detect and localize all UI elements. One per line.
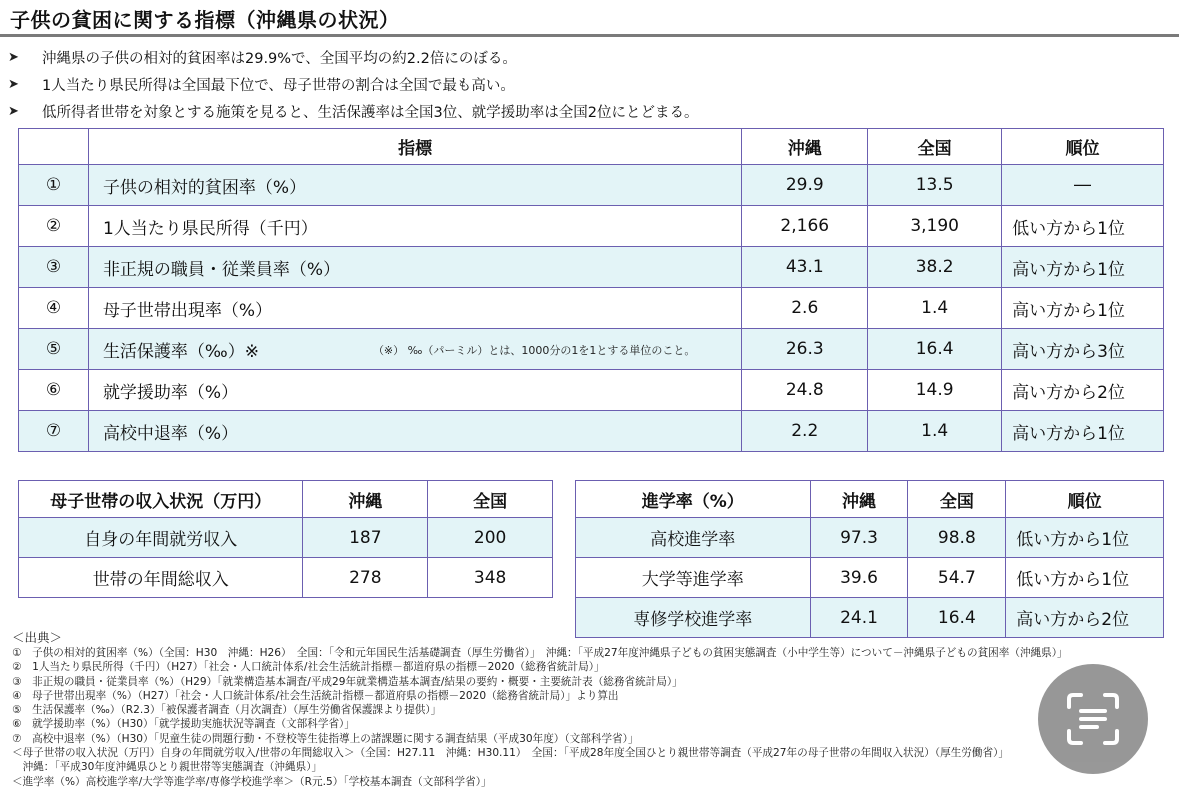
- header-rank: 順位: [1006, 481, 1164, 518]
- indicator-label: 1人当たり県民所得（千円）: [102, 218, 318, 239]
- table-row: [19, 247, 1164, 288]
- bullet-item: [8, 71, 698, 98]
- source-line: ④ 母子世帯出現率（%）（H27）「社会・人口統計体系/社会生活統計指標－都道府県の指標－2020（総務省統計局）」より算出: [12, 689, 619, 702]
- header-national: 全国: [428, 481, 553, 518]
- source-line: ② 1人当たり県民所得（千円）（H27）「社会・人口統計体系/社会生活統計指標－都道府県の指標－2020（総務省統計局）」: [12, 661, 605, 674]
- table-row: [19, 370, 1164, 411]
- advance-label: 専修学校進学率: [576, 598, 811, 638]
- arrow-bullet-icon: ➤: [8, 104, 19, 119]
- okinawa-value: 278: [303, 558, 428, 598]
- title-divider: [0, 34, 1179, 37]
- national-value: 1.4: [868, 288, 1002, 329]
- text-scan-icon: [1065, 691, 1121, 747]
- national-value: 3,190: [868, 206, 1002, 247]
- row-number: ⑥: [19, 370, 89, 411]
- national-value: 1.4: [868, 411, 1002, 452]
- header-no: [19, 129, 89, 165]
- indicator-label: 高校中退率（%）: [102, 423, 239, 444]
- national-value: 38.2: [868, 247, 1002, 288]
- single-mother-income-table: [18, 480, 553, 598]
- okinawa-value: 2,166: [742, 206, 868, 247]
- arrow-bullet-icon: ➤: [8, 50, 19, 65]
- indicator-cell: [88, 247, 741, 288]
- header-indicator: 指標: [88, 129, 741, 165]
- national-value: 16.4: [868, 329, 1002, 370]
- table-row: [576, 558, 1164, 598]
- source-line: ＜母子世帯の収入状況（万円）自身の年間就労収入/世帯の年間総収入＞（全国：H27.11 沖縄：H30.11） 全国：「平成28年度全国ひとり親世帯等調査（平成27年の母子世帯の年間収入状況）（厚生労働省）」: [12, 747, 1009, 760]
- indicator-cell: [88, 329, 741, 370]
- text-scan-button[interactable]: [1038, 664, 1148, 774]
- indicator-table: [18, 128, 1164, 452]
- source-line: ⑥ 就学援助率（%）（H30）「就学援助実施状況等調査（文部科学省）」: [12, 718, 355, 731]
- indicator-label: 子供の相対的貧困率（%）: [102, 177, 307, 198]
- header-okinawa: 沖縄: [810, 481, 908, 518]
- indicator-label: 生活保護率（‰）※: [102, 341, 259, 362]
- row-number: ②: [19, 206, 89, 247]
- okinawa-value: 29.9: [742, 165, 868, 206]
- bullet-item: [8, 44, 698, 71]
- okinawa-value: 187: [303, 518, 428, 558]
- rank-value: 低い方から1位: [1006, 518, 1164, 558]
- indicator-label: 就学援助率（%）: [102, 382, 239, 403]
- okinawa-value: 2.6: [742, 288, 868, 329]
- sources-heading: ＜出典＞: [12, 630, 63, 645]
- rank-value: ―: [1002, 165, 1164, 206]
- rank-value: 低い方から1位: [1002, 206, 1164, 247]
- indicator-cell: [88, 206, 741, 247]
- header-national: 全国: [868, 129, 1002, 165]
- table-row: [19, 411, 1164, 452]
- table-header-row: [576, 481, 1164, 518]
- income-label: 自身の年間就労収入: [19, 518, 303, 558]
- source-line: ① 子供の相対的貧困率（%）（全国：H30 沖縄：H26） 全国：「令和元年国民生活基礎調査（厚生労働省）」 沖縄：「平成27年度沖縄県子どもの貧困実態調査（小中学生等）について－沖縄県子どもの貧困率（沖縄県）」: [12, 647, 1068, 659]
- national-value: 200: [428, 518, 553, 558]
- okinawa-value: 24.8: [742, 370, 868, 411]
- table-header-row: [19, 481, 553, 518]
- bullet-text: 1人当たり県民所得は全国最下位で、母子世帯の割合は全国で最も高い。: [42, 78, 515, 94]
- header-national: 全国: [908, 481, 1006, 518]
- header-income-label: 母子世帯の収入状況（万円）: [19, 481, 303, 518]
- indicator-cell: [88, 370, 741, 411]
- advancement-rate-table: [575, 480, 1164, 638]
- okinawa-value: 43.1: [742, 247, 868, 288]
- source-line: 沖縄：「平成30年度沖縄県ひとり親世帯等実態調査（沖縄県）」: [12, 761, 323, 774]
- indicator-cell: [88, 288, 741, 329]
- table-row: [19, 518, 553, 558]
- row-number: ⑦: [19, 411, 89, 452]
- table-row: [19, 288, 1164, 329]
- header-advance-label: 進学率（%）: [576, 481, 811, 518]
- row-number: ④: [19, 288, 89, 329]
- table-row: [19, 558, 553, 598]
- table-row: [19, 206, 1164, 247]
- header-okinawa: 沖縄: [742, 129, 868, 165]
- indicator-label: 非正規の職員・従業員率（%）: [102, 259, 341, 280]
- okinawa-value: 39.6: [810, 558, 908, 598]
- row-number: ①: [19, 165, 89, 206]
- national-value: 16.4: [908, 598, 1006, 638]
- source-line: ＜進学率（%）高校進学率/大学等進学率/専修学校進学率＞（R元.5）「学校基本調査（文部科学省）」: [12, 775, 492, 788]
- table-row: [19, 329, 1164, 370]
- page-title: 子供の貧困に関する指標（沖縄県の状況）: [10, 8, 400, 32]
- bullet-text: 低所得者世帯を対象とする施策を見ると、生活保護率は全国3位、就学援助率は全国2位にとどまる。: [42, 105, 699, 121]
- okinawa-value: 2.2: [742, 411, 868, 452]
- advance-label: 大学等進学率: [576, 558, 811, 598]
- sources-section: [12, 630, 1162, 789]
- row-number: ③: [19, 247, 89, 288]
- okinawa-value: 97.3: [810, 518, 908, 558]
- summary-bullets: [8, 44, 698, 125]
- indicator-cell: [88, 411, 741, 452]
- table-row: [576, 518, 1164, 558]
- row-number: ⑤: [19, 329, 89, 370]
- advance-label: 高校進学率: [576, 518, 811, 558]
- header-okinawa: 沖縄: [303, 481, 428, 518]
- national-value: 98.8: [908, 518, 1006, 558]
- arrow-bullet-icon: ➤: [8, 77, 19, 92]
- rank-value: 高い方から1位: [1002, 247, 1164, 288]
- table-header-row: [19, 129, 1164, 165]
- bullet-text: 沖縄県の子供の相対的貧困率は29.9%で、全国平均の約2.2倍にのぼる。: [42, 51, 517, 67]
- rank-value: 高い方から2位: [1002, 370, 1164, 411]
- indicator-cell: [88, 165, 741, 206]
- rank-value: 高い方から1位: [1002, 411, 1164, 452]
- permil-footnote: （※） ‰（パーミル）とは、1000分の1を1とする単位のこと。: [372, 344, 696, 357]
- bullet-item: [8, 98, 698, 125]
- national-value: 14.9: [868, 370, 1002, 411]
- source-line: ③ 非正規の職員・従業員率（%）（H29）「就業構造基本調査/平成29年就業構造基本調査/結果の要約・概要・主要統計表（総務省統計局）」: [12, 675, 683, 688]
- table-row: [19, 165, 1164, 206]
- okinawa-value: 26.3: [742, 329, 868, 370]
- okinawa-value: 24.1: [810, 598, 908, 638]
- national-value: 13.5: [868, 165, 1002, 206]
- source-line: ⑤ 生活保護率（‰）（R2.3）「被保護者調査（月次調査）（厚生労働省保護課より提供）」: [12, 704, 442, 717]
- rank-value: 高い方から2位: [1006, 598, 1164, 638]
- national-value: 54.7: [908, 558, 1006, 598]
- rank-value: 高い方から1位: [1002, 288, 1164, 329]
- header-rank: 順位: [1002, 129, 1164, 165]
- source-line: ⑦ 高校中退率（%）（H30）「児童生徒の問題行動・不登校等生徒指導上の諸課題に関する調査結果（平成30年度）（文部科学省）」: [12, 732, 639, 745]
- indicator-label: 母子世帯出現率（%）: [102, 300, 273, 321]
- rank-value: 高い方から3位: [1002, 329, 1164, 370]
- rank-value: 低い方から1位: [1006, 558, 1164, 598]
- national-value: 348: [428, 558, 553, 598]
- income-label: 世帯の年間総収入: [19, 558, 303, 598]
